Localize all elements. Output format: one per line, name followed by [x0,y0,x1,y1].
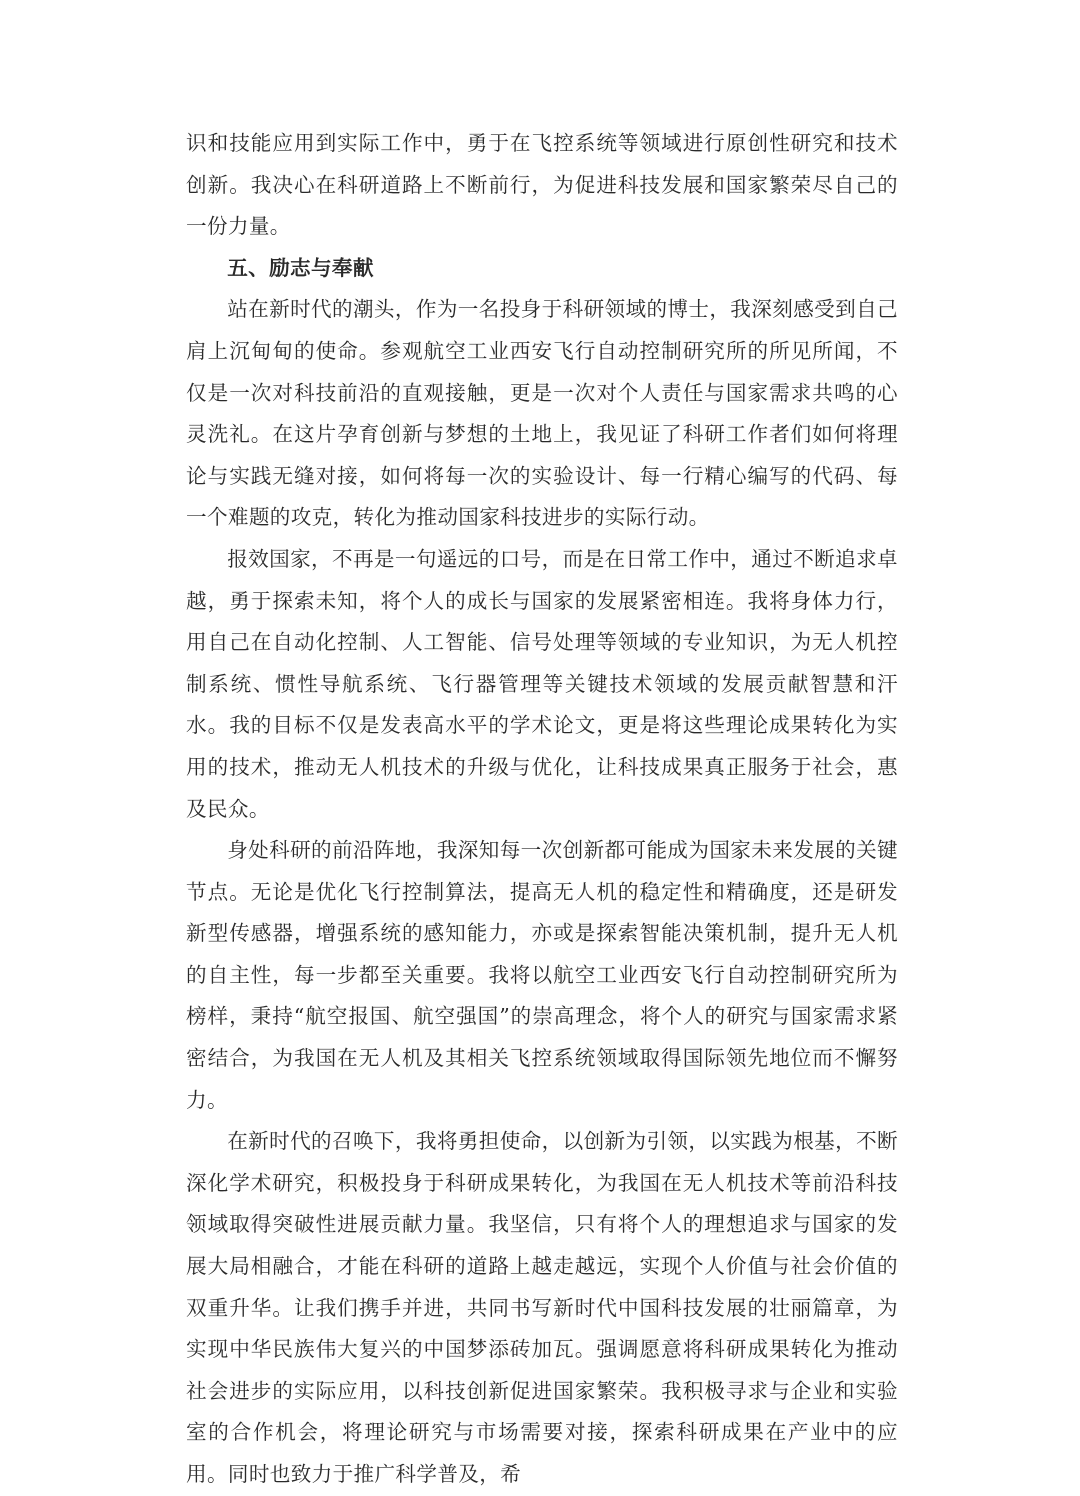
body-paragraph: 身处科研的前沿阵地，我深知每一次创新都可能成为国家未来发展的关键节点。无论是优化飞行控制算法，提高无人机的稳定性和精确度，还是研发新型传感器，增强系统的感知能力，亦或是探索智能决策机制，提升无人机的自主性，每一步都至关重要。我将以航空工业西安飞行自动控制研究所为榜样，秉持“航空报国、航空强国”的崇高理念，将个人的研究与国家需求紧密结合，为我国在无人机及其相关飞控系统领域取得国际领先地位而不懈努力。 [186,838,898,1112]
section-heading: 五、励志与奉献 [227,255,374,280]
body-paragraph: 在新时代的召唤下，我将勇担使命，以创新为引领，以实践为根基，不断深化学术研究，积极投身于科研成果转化，为我国在无人机技术等前沿科技领域取得突破性进展贡献力量。我坚信，只有将个人的理想追求与国家的发展大局相融合，才能在科研的道路上越走越远，实现个人价值与社会价值的双重升华。让我们携手并进，共同书写新时代中国科技发展的壮丽篇章，为实现中华民族伟大复兴的中国梦添砖加瓦。强调愿意将科研成果转化为推动社会进步的实际应用，以科技创新促进国家繁荣。我积极寻求与企业和实验室的合作机会，将理论研究与市场需要对接，探索科研成果在产业中的应用。同时也致力于推广科学普及，希 [186,1129,898,1486]
continuation-paragraph: 识和技能应用到实际工作中，勇于在飞控系统等领域进行原创性研究和技术创新。我决心在科研道路上不断前行，为促进科技发展和国家繁荣尽自己的一份力量。 [186,131,898,239]
document-body [186,123,898,1496]
body-paragraph: 报效国家，不再是一句遥远的口号，而是在日常工作中，通过不断追求卓越，勇于探索未知，将个人的成长与国家的发展紧密相连。我将身体力行，用自己在自动化控制、人工智能、信号处理等领域的专业知识，为无人机控制系统、惯性导航系统、飞行器管理等关键技术领域的发展贡献智慧和汗水。我的目标不仅是发表高水平的学术论文，更是将这些理论成果转化为实用的技术，推动无人机技术的升级与优化，让科技成果真正服务于社会，惠及民众。 [186,546,898,821]
body-paragraph: 站在新时代的潮头，作为一名投身于科研领域的博士，我深刻感受到自己肩上沉甸甸的使命。参观航空工业西安飞行自动控制研究所的所见所闻，不仅是一次对科技前沿的直观接触，更是一次对个人责任与国家需求共鸣的心灵洗礼。在这片孕育创新与梦想的土地上，我见证了科研工作者们如何将理论与实践无缝对接，如何将每一次的实验设计、每一行精心编写的代码、每一个难题的攻克，转化为推动国家科技进步的实际行动。 [186,297,898,530]
